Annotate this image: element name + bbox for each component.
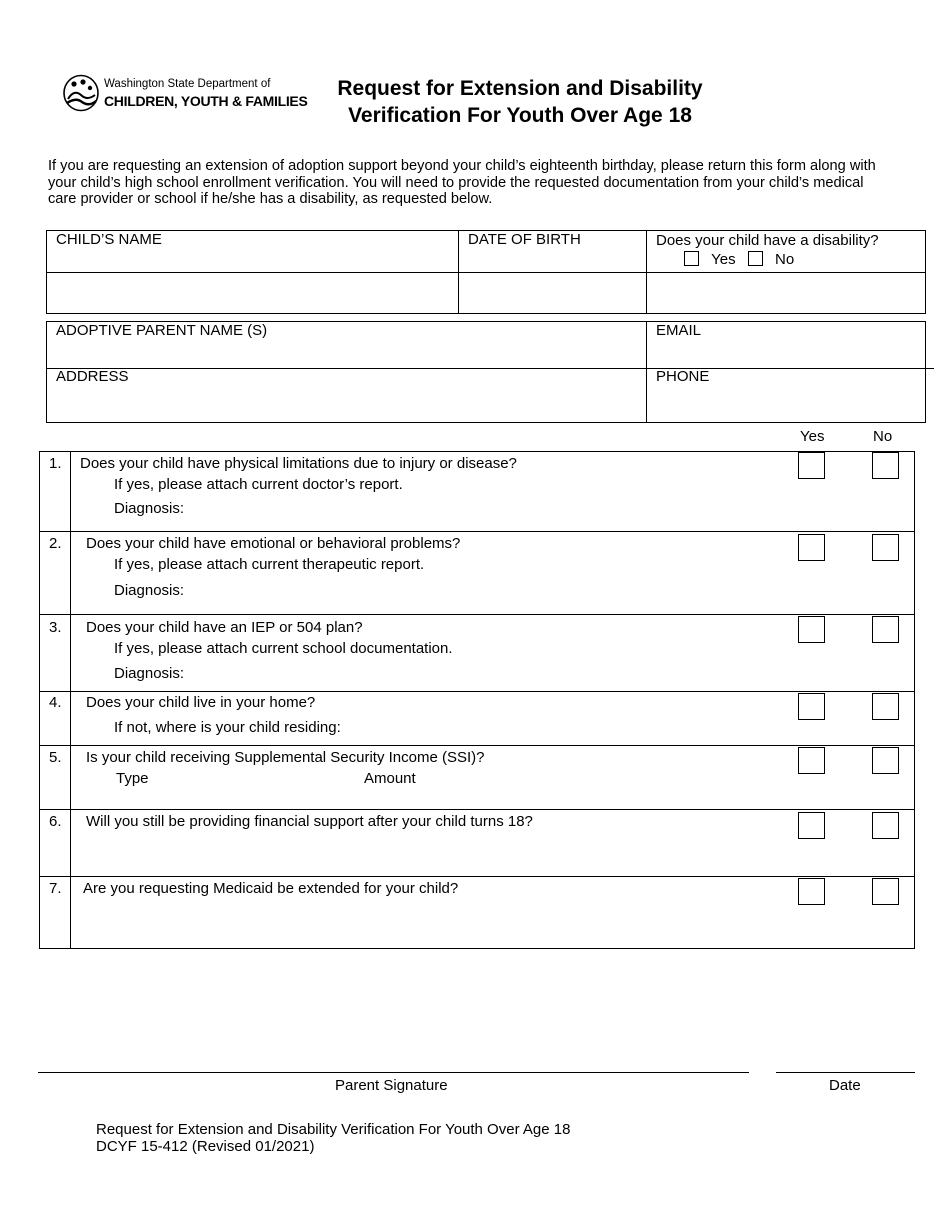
question-3-no-checkbox[interactable] [872,616,899,643]
logo-agency-name: CHILDREN, YOUTH & FAMILIES [104,93,308,109]
question-7-yes-checkbox[interactable] [798,878,825,905]
parent-name-field[interactable] [47,340,645,367]
footer-form-number: DCYF 15-412 (Revised 01/2021) [96,1138,315,1155]
disability-notes-field[interactable] [647,273,925,313]
parent-name-label: ADOPTIVE PARENT NAME (S) [56,322,268,339]
question-2-number: 2. [49,535,62,552]
date-line[interactable] [776,1072,915,1073]
question-3-instruction: If yes, please attach current school documentation. [114,640,453,657]
question-3-number: 3. [49,619,62,636]
intro-paragraph: If you are requesting an extension of adoption support beyond your child’s eighteenth birthday, please return this form along with your child’s high school enrollment verification. You will need to provide the requested documentation from your child’s medical care provider or school if he/she has a disability, as requested below. [48,158,876,207]
question-5-number: 5. [49,749,62,766]
question-7-number: 7. [49,880,62,897]
question-3-text: Does your child have an IEP or 504 plan? [86,619,363,636]
question-3-yes-checkbox[interactable] [798,616,825,643]
question-6-yes-checkbox[interactable] [798,812,825,839]
phone-field[interactable] [647,388,925,422]
disability-yes-checkbox[interactable] [684,251,699,266]
title-line-1: Request for Extension and Disability [337,77,703,100]
question-1-instruction: If yes, please attach current doctor’s report. [114,476,403,493]
date-label: Date [829,1077,861,1094]
question-2-no-checkbox[interactable] [872,534,899,561]
question-2-yes-checkbox[interactable] [798,534,825,561]
phone-label: PHONE [656,368,710,385]
form-title [300,75,740,129]
disability-no-label: No [775,251,795,268]
question-4-no-checkbox[interactable] [872,693,899,720]
email-field[interactable] [647,340,925,367]
question-6-text: Will you still be providing financial support after your child turns 18? [86,813,533,830]
question-4-text: Does your child live in your home? [86,694,316,711]
question-5-type-label: Type [116,770,149,787]
question-5-no-checkbox[interactable] [872,747,899,774]
question-5-text: Is your child receiving Supplemental Security Income (SSI)? [86,749,485,766]
parent-signature-label: Parent Signature [335,1077,448,1094]
address-field[interactable] [47,388,645,422]
question-6-no-checkbox[interactable] [872,812,899,839]
footer-form-title: Request for Extension and Disability Verification For Youth Over Age 18 [96,1121,571,1138]
question-4-number: 4. [49,694,62,711]
question-4-instruction: If not, where is your child residing: [114,719,341,736]
question-2-text: Does your child have emotional or behavioral problems? [86,535,461,552]
logo-agency-line: Washington State Department of [104,78,271,90]
email-label: EMAIL [656,322,702,339]
question-1-diagnosis-label: Diagnosis: [114,500,185,517]
question-2-instruction: If yes, please attach current therapeutic report. [114,556,425,573]
questions-no-header: No [873,428,893,445]
question-4-yes-checkbox[interactable] [798,693,825,720]
question-1-number: 1. [49,455,62,472]
questions-yes-header: Yes [800,428,825,445]
question-5-amount-label: Amount [364,770,416,787]
disability-question: Does your child have a disability? [656,232,879,249]
question-1-no-checkbox[interactable] [872,452,899,479]
parent-signature-line[interactable] [38,1072,749,1073]
disability-no-checkbox[interactable] [748,251,763,266]
disability-options [684,251,794,268]
question-2-diagnosis-label: Diagnosis: [114,582,185,599]
agency-logo [62,73,308,115]
question-3-diagnosis-label: Diagnosis: [114,665,185,682]
disability-yes-label: Yes [711,251,736,268]
child-name-label: CHILD’S NAME [56,231,162,248]
question-6-number: 6. [49,813,62,830]
dob-field[interactable] [459,273,645,313]
family-logo-icon [62,73,100,113]
child-name-field[interactable] [47,273,457,313]
question-7-text: Are you requesting Medicaid be extended for your child? [83,880,459,897]
question-1-yes-checkbox[interactable] [798,452,825,479]
question-1-text: Does your child have physical limitations due to injury or disease? [80,455,517,472]
question-7-no-checkbox[interactable] [872,878,899,905]
title-line-2: Verification For Youth Over Age 18 [348,104,692,127]
address-label: ADDRESS [56,368,129,385]
dob-label: DATE OF BIRTH [468,231,581,248]
question-5-yes-checkbox[interactable] [798,747,825,774]
